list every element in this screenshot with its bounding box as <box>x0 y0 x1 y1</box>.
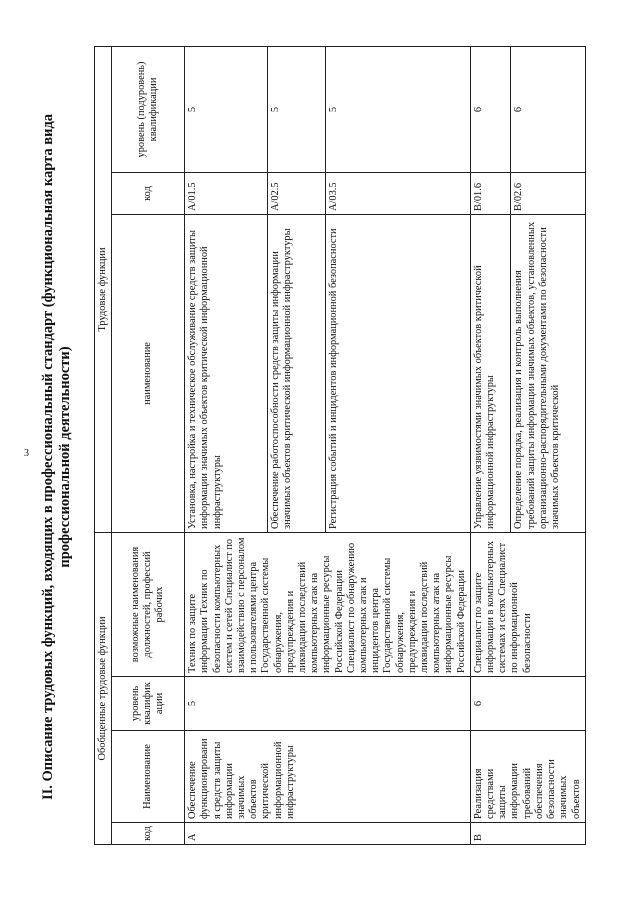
header-code: код <box>112 823 185 845</box>
function-name: Управление уязвимостями значимых объектов критической информационной инфраструктуры <box>470 214 511 532</box>
function-code: A/01.5 <box>185 172 267 214</box>
heading-line-2: профессиональной деятельности) <box>57 346 73 568</box>
heading-line-1: II. Описание трудовых функций, входящих в профессиональный стандарт (функциональная карта вида <box>40 113 56 801</box>
header-group-row <box>95 46 112 844</box>
function-name: Регистрация событий и инцидентов информационной безопасности <box>325 214 470 532</box>
table-row <box>470 46 511 844</box>
function-level: 5 <box>325 46 470 172</box>
page-number: 3 <box>24 448 29 459</box>
header-function-level: уровень (подуровень) квалификации <box>112 46 185 172</box>
row-b-name: Реализация средствами защиты информации требований обеспечения безопасности значимых объектов <box>470 731 585 823</box>
table-row <box>185 46 267 844</box>
function-level: 5 <box>185 46 267 172</box>
function-name: Обеспечение работоспособности средств защиты информации значимых объектов критической информационной инфраструктуры <box>267 214 325 532</box>
row-b-positions: Специалист по защите информации в компьютерных системах и сетях Специалист по информационной безопасности <box>470 532 585 676</box>
function-level: 6 <box>470 46 511 172</box>
functional-map-table <box>94 46 586 845</box>
function-code: A/03.5 <box>325 172 470 214</box>
labor-functions-header: Трудовые функции <box>95 46 112 532</box>
row-a-code: A <box>185 823 471 845</box>
generalized-functions-header: Обобщенные трудовые функции <box>95 532 112 844</box>
row-b-code: B <box>470 823 585 845</box>
function-name: Определение порядка, реализация и контроль выполнения требований защиты информации значимых объектов, установленных организационно-распорядительными документами по безопасности значимых объектов критической <box>511 214 585 532</box>
function-code: B/02.6 <box>511 172 585 214</box>
row-a-positions: Техник по защите информации Техник по безопасности компьютерных систем и сетей Специалист по взаимодействию с персоналом и пользователями центра Государственной системы обнаружения, предупреждения и ликвидации последствий компьютерных атак на информационные ресурсы Российской Федерации Специалист по обнаружению компьютерных атак и инцидентов центра Государственной системы обнаружения, предупреждения и ликвидации последствий компьютерных атак на информационные ресурсы Российской Федерации <box>185 532 471 676</box>
function-code: B/01.6 <box>470 172 511 214</box>
header-name: Наименование <box>112 731 185 823</box>
function-code: A/02.5 <box>267 172 325 214</box>
header-positions: возможные наименования должностей, профессий рабочих <box>112 532 185 676</box>
function-level: 5 <box>267 46 325 172</box>
function-name: Установка, настройка и техническое обслуживание средств защиты информации значимых объектов критической информационной инфраструктуры <box>185 214 267 532</box>
header-function-name: наименование <box>112 214 185 532</box>
section-heading <box>40 47 74 867</box>
header-row <box>112 46 185 844</box>
header-function-code: код <box>112 172 185 214</box>
rotated-page-content <box>40 47 620 867</box>
row-a-name: Обеспечение функционирования средств защиты информации значимых объектов критической информационной инфраструктуры <box>185 731 471 823</box>
function-level: 6 <box>511 46 585 172</box>
header-level: уровень квалификации <box>112 677 185 731</box>
row-b-level: 6 <box>470 677 585 731</box>
row-a-level: 5 <box>185 677 471 731</box>
